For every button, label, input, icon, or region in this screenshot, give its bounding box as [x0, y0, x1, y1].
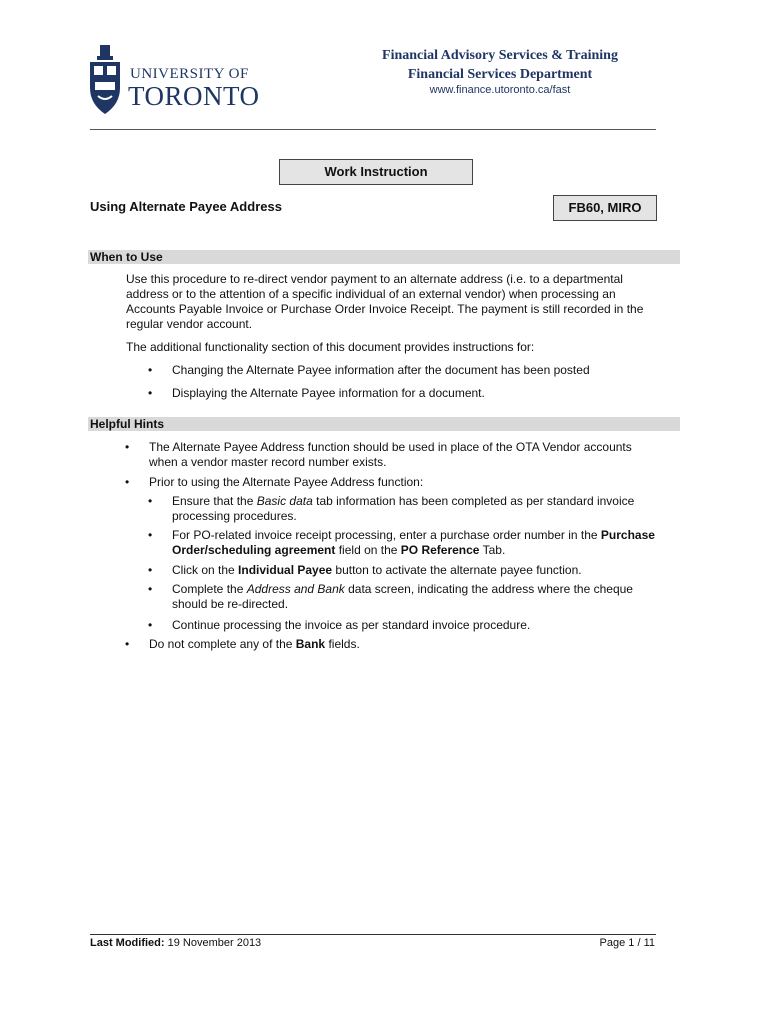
university-logo: [88, 44, 288, 116]
additional-functionality-paragraph: The additional functionality section of this document provides instructions for:: [126, 340, 535, 354]
last-modified-label: Last Modified:: [90, 937, 165, 949]
paragraph-line: Use this procedure to re-direct vendor payment to an alternate address (i.e. to a departmental: [126, 272, 623, 286]
logo-line2: TORONTO: [128, 81, 260, 111]
doc-title: Using Alternate Payee Address: [90, 199, 282, 214]
header-divider: [90, 129, 656, 130]
bullet-icon: •: [125, 637, 130, 651]
last-modified-value: 19 November 2013: [164, 937, 262, 949]
paragraph-line: regular vendor account.: [126, 317, 253, 331]
section-heading-when-to-use: When to Use: [88, 250, 680, 264]
bullet-icon: •: [148, 528, 153, 542]
bullet-icon: •: [148, 386, 153, 400]
section-heading-helpful-hints: Helpful Hints: [88, 417, 680, 431]
department-header: [350, 46, 650, 97]
doc-type-box: Work Instruction: [279, 159, 473, 185]
bullet-icon: •: [148, 363, 153, 377]
org-line1: Financial Advisory Services & Training: [382, 48, 618, 63]
paragraph-line: address or to the attention of a specific individual of an external vendor) when processing an: [126, 287, 616, 301]
org-line2: Financial Services Department: [407, 67, 593, 82]
logo-line1: UNIVERSITY OF: [130, 66, 249, 82]
bullet-icon: •: [125, 440, 130, 454]
footer-divider: [90, 934, 656, 935]
paragraph-line: Accounts Payable Invoice or Purchase Order Invoice Receipt. The payment is still recorded in the: [126, 302, 644, 316]
bullet-icon: •: [148, 563, 153, 577]
last-modified: [90, 937, 261, 949]
when-to-use-paragraph: [126, 272, 676, 332]
transaction-codes-box: FB60, MIRO: [553, 195, 657, 221]
bullet-icon: •: [148, 582, 153, 596]
bullet-icon: •: [148, 618, 153, 632]
crest-icon: [88, 44, 122, 116]
page-number: Page 1 / 11: [599, 937, 655, 949]
org-url-link[interactable]: www.finance.utoronto.ca/fast: [429, 84, 571, 96]
bullet-icon: •: [125, 475, 130, 489]
bullet-icon: •: [148, 494, 153, 508]
